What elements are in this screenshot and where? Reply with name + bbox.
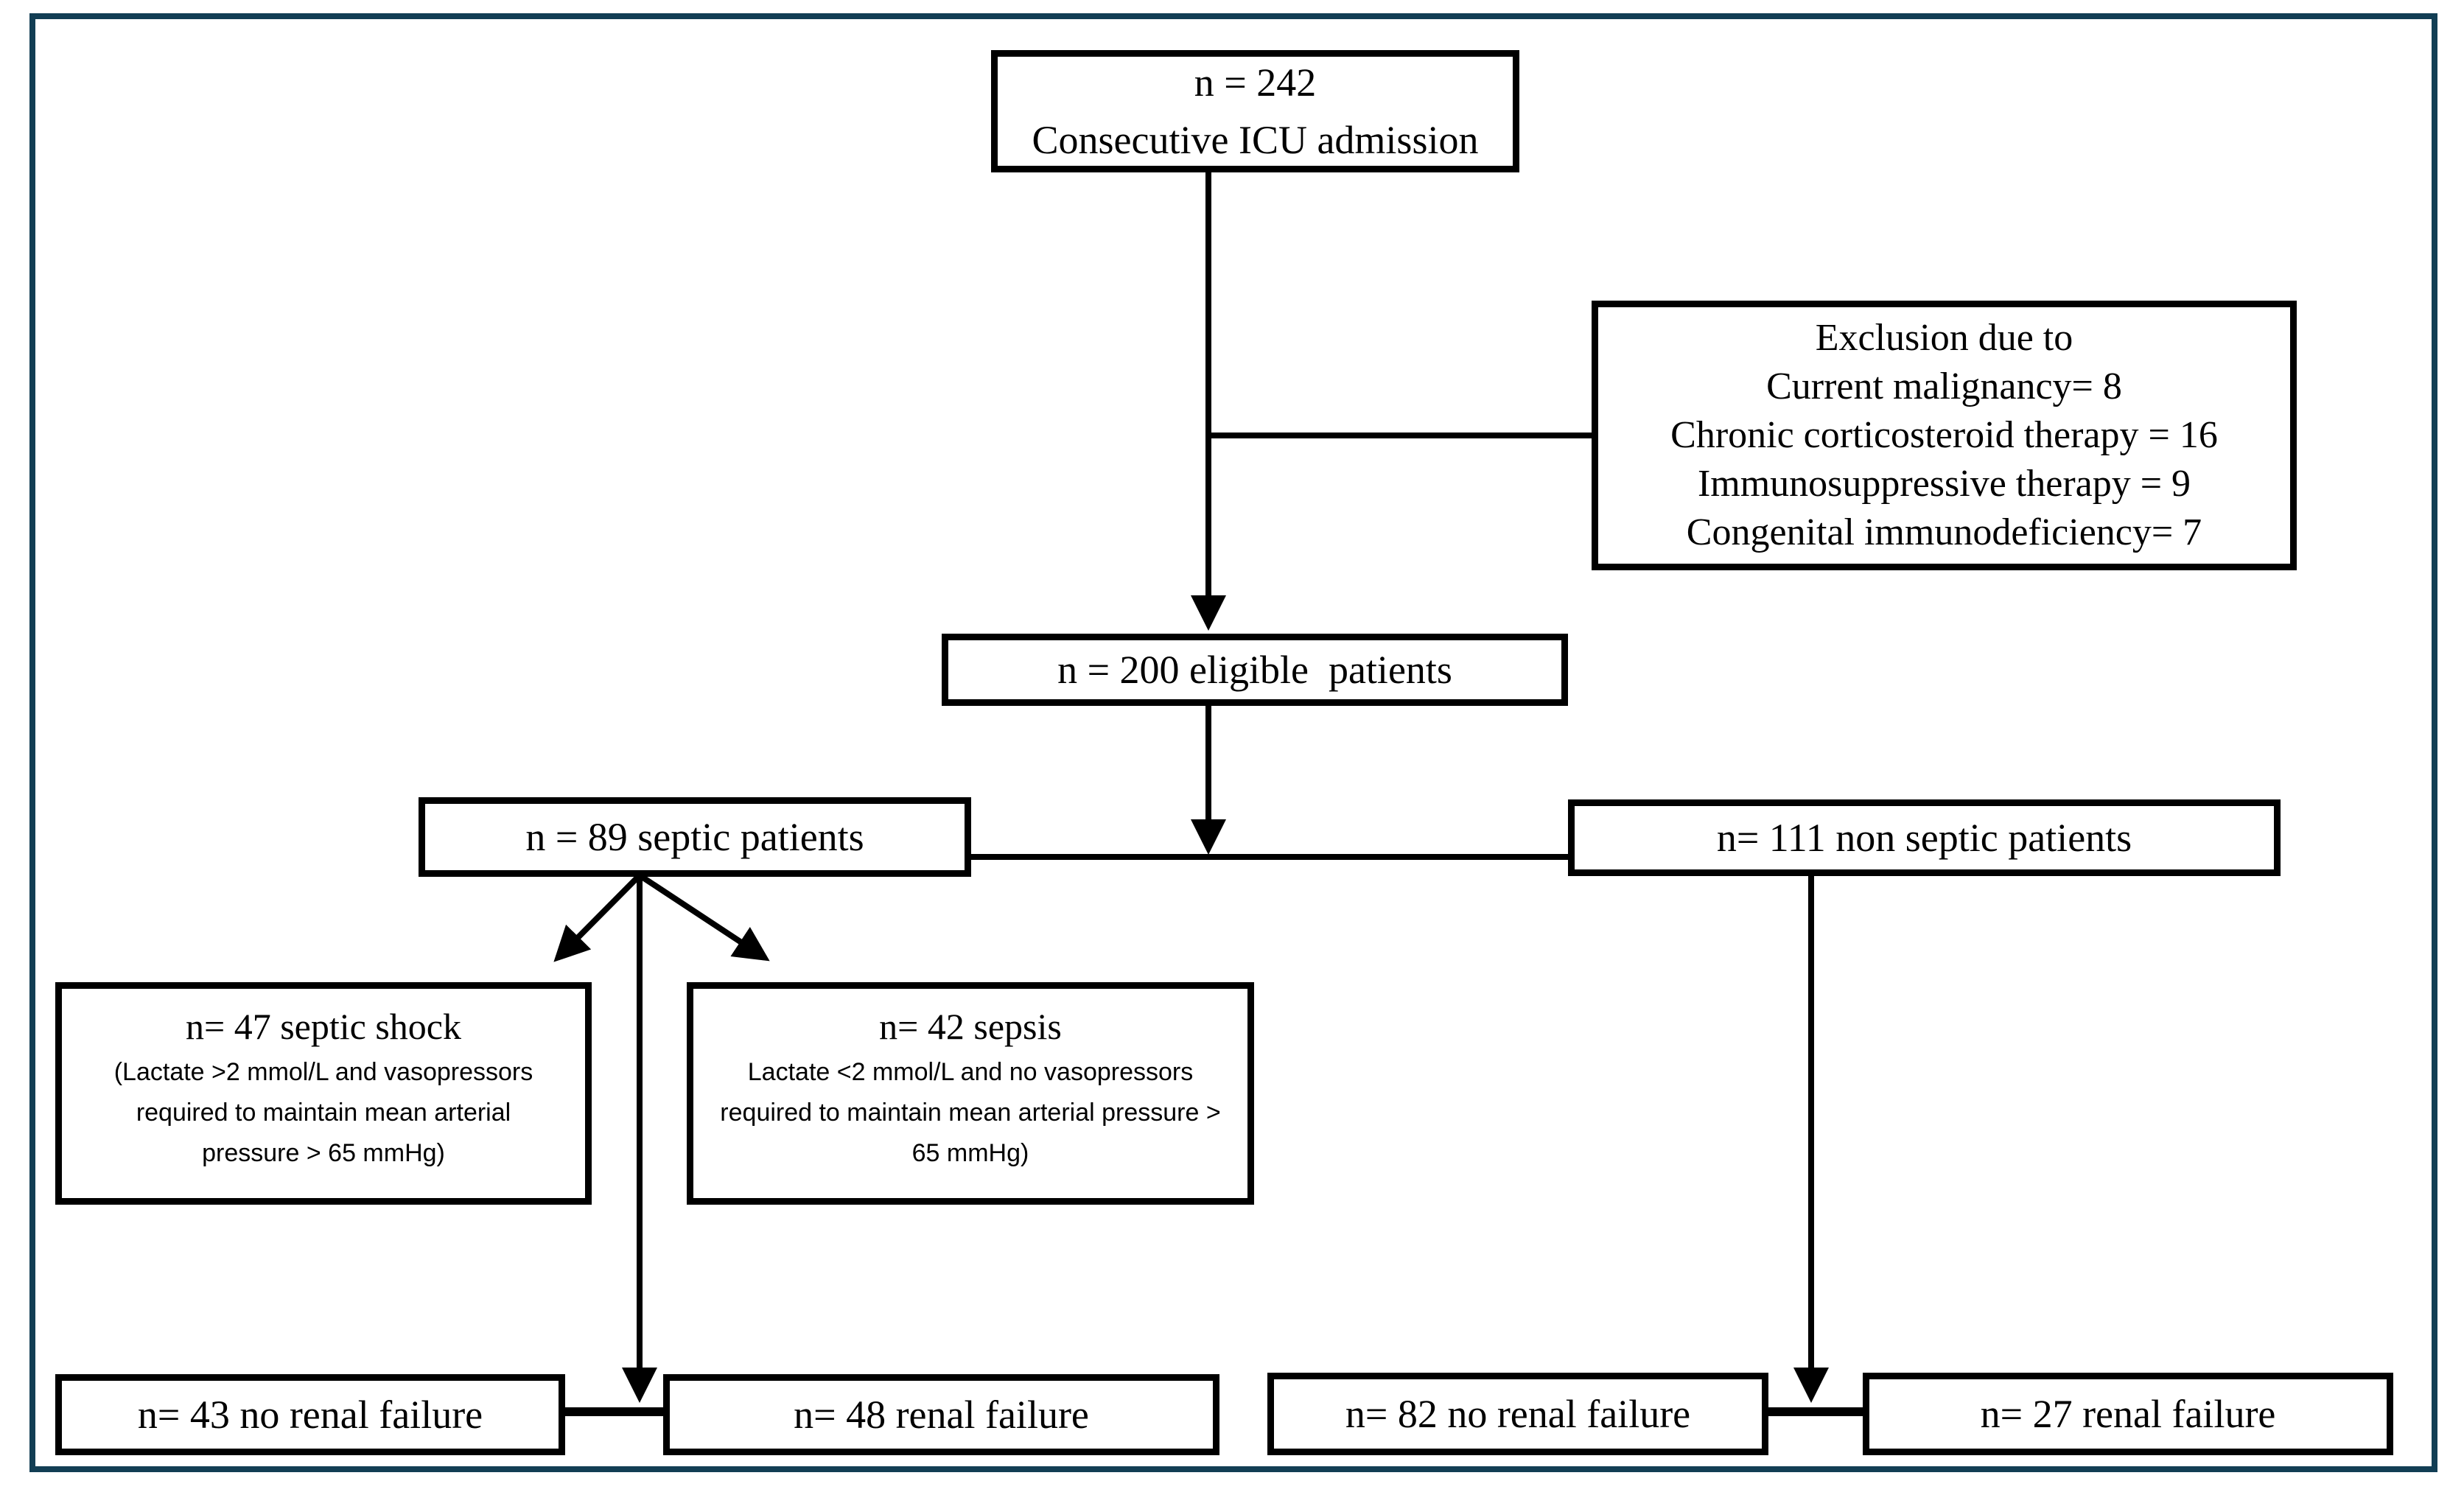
exclusion-item-immunodeficiency: Congenital immunodeficiency= 7: [1686, 511, 2202, 553]
box-septic-shock: [55, 982, 592, 1205]
sepsis-criteria-line: Lactate <2 mmol/L and no vasopressors: [747, 1058, 1194, 1086]
box-sepsis: [687, 982, 1254, 1205]
eligible-label: n = 200 eligible patients: [1057, 648, 1452, 692]
septic-no-renal-failure-label: n= 43 no renal failure: [137, 1393, 483, 1437]
box-septic-no-renal-failure: [55, 1374, 565, 1455]
box-septic-patients: [419, 797, 971, 877]
non-septic-label: n= 111 non septic patients: [1716, 816, 2132, 860]
septic-shock-criteria-line: pressure > 65 mmHg): [202, 1139, 445, 1167]
box-nonseptic-no-renal-failure: [1267, 1373, 1768, 1455]
box-consecutive-icu-admission: [991, 50, 1519, 172]
exclusion-item-immunosuppressive: Immunosuppressive therapy = 9: [1697, 463, 2191, 505]
exclusion-item-corticosteroid: Chronic corticosteroid therapy = 16: [1670, 414, 2218, 456]
nonseptic-no-renal-failure-label: n= 82 no renal failure: [1345, 1392, 1691, 1436]
septic-shock-title: n= 47 septic shock: [186, 1006, 461, 1047]
admission-count: n = 242: [1194, 60, 1317, 105]
box-nonseptic-renal-failure: [1863, 1373, 2393, 1455]
exclusion-heading: Exclusion due to: [1815, 317, 2073, 359]
nonseptic-renal-failure-label: n= 27 renal failure: [1980, 1392, 2276, 1436]
box-exclusion: [1592, 301, 2297, 570]
exclusion-item-malignancy: Current malignancy= 8: [1766, 365, 2122, 407]
septic-renal-failure-label: n= 48 renal failure: [794, 1393, 1089, 1437]
sepsis-criteria-line: required to maintain mean arterial pressure >: [720, 1099, 1221, 1127]
sepsis-title: n= 42 sepsis: [879, 1006, 1062, 1047]
box-eligible-patients: [942, 634, 1568, 706]
sepsis-criteria-line: 65 mmHg): [911, 1139, 1029, 1167]
septic-label: n = 89 septic patients: [525, 815, 864, 859]
flowchart-frame: [29, 13, 2437, 1472]
septic-shock-criteria-line: (Lactate >2 mmol/L and vasopressors: [113, 1058, 533, 1086]
admission-label: Consecutive ICU admission: [1032, 118, 1479, 162]
box-non-septic-patients: [1568, 799, 2281, 876]
septic-shock-criteria-line: required to maintain mean arterial: [136, 1099, 511, 1127]
box-septic-renal-failure: [663, 1374, 1219, 1455]
